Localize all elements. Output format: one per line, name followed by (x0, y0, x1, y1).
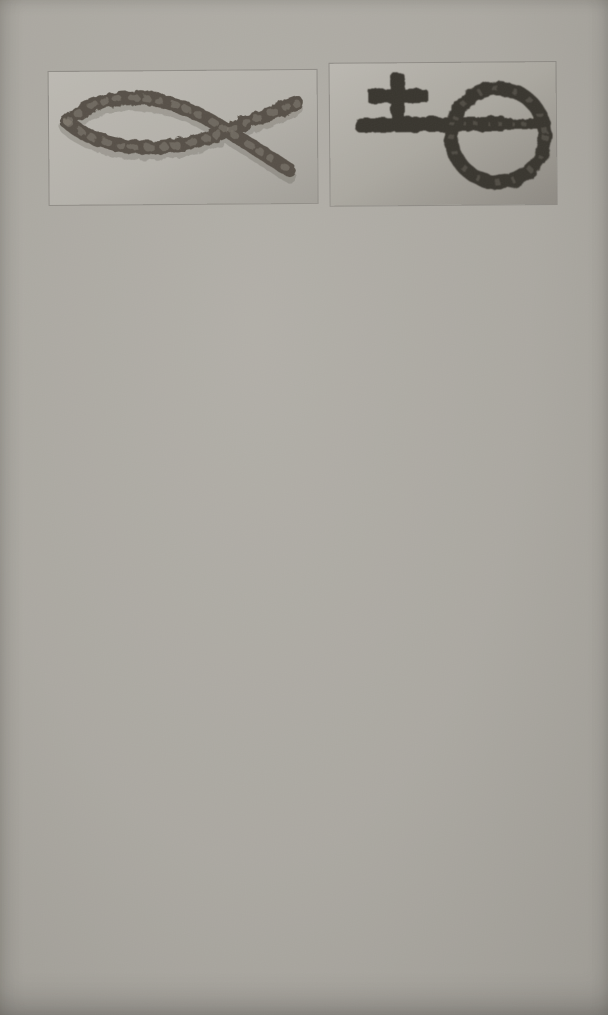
text-column (58, 0, 557, 233)
paragraphs-after-figures (60, 291, 557, 295)
priest-cross-photo (330, 62, 557, 206)
figure-fish (49, 70, 318, 205)
figures-row (59, 62, 557, 233)
cross-photo-frame (330, 62, 557, 206)
figure-caption-fish (50, 223, 318, 225)
figure-cross (330, 62, 557, 206)
figure-caption-cross (331, 218, 557, 220)
fish-photo-frame (49, 70, 318, 205)
paragraphs-before-figures (58, 26, 555, 30)
ichthys-fish-photo (49, 70, 318, 205)
